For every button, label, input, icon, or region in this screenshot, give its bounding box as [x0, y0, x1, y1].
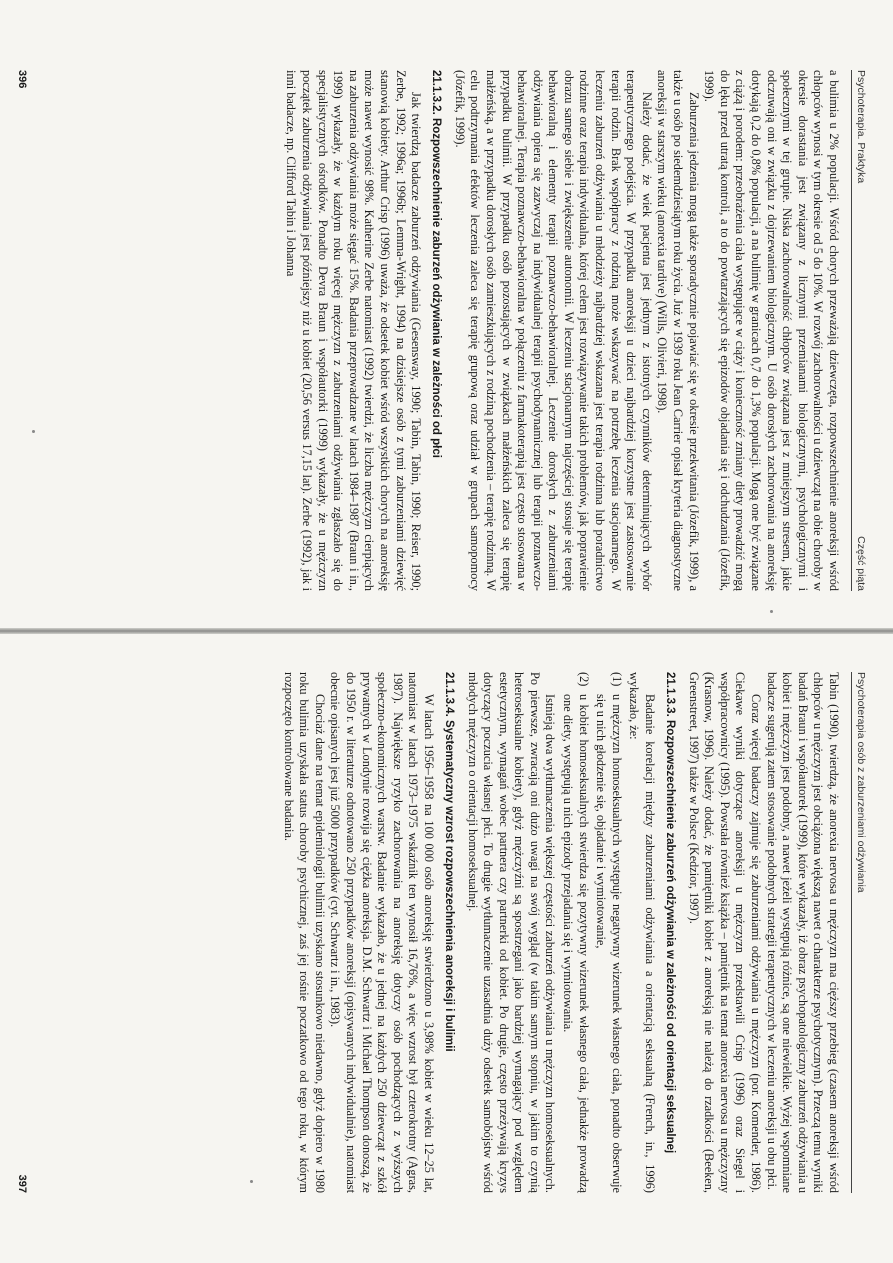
paragraph: Zaburzenia jedzenia mogą także sporadycznie pojawiać się w okresie przekwitania (Józefik, 1999), a także u osób po siedemdziesiątym roku życia. Już w 1939 roku Jean Carrier opisał kryteria diagnostyczne anoreksji w starszym wieku (anorexia tardive) (Wills, Olivieri, 1998). — [655, 70, 701, 591]
scan-speck — [770, 610, 773, 613]
paragraph: Tabin (1990), twierdzą, że anorexia nervosa u mężczyzn ma cięższy przebieg (czasem anoreksji wśród chłopców u mężczyzn jest obciążona większą nawet o charakterze psychotycznym). Przeczą temu wyniki badań Braun i współautorek (1999), które wykazały, iż obraz psychopatologiczny zaburzeń odżywiania u kobiet i mężczyzn jest podobny, a nawet jeżeli występują różnice, są one niewielkie. Wyżej wspomniane badacze sugerują zatem stosowanie podobnych strategii terapeutycznych w leczeniu anoreksji u obu płci. — [764, 672, 841, 1193]
section-heading: 21.1.3.4. Systematyczny wzrost rozpowszechnienia anoreksji i bulimii — [442, 672, 455, 1052]
page-396 — [0, 0, 893, 631]
numbered-list — [560, 672, 624, 1193]
list-item — [560, 672, 591, 1193]
paragraph: Istnieją dwa wytłumaczenia większej częstości zaburzeń odżywiania u mężczyzn homoseksualnych. Po pierwsze, zwracają oni dużo uwagi na swój wygląd (w takim samym stopniu, w jakim to czynią heteroseksualne kobiety), gdyż mężczyźni są spostrzegani jako bardziej wymagający pod względem estetycznym, wymagań wobec partnera czy partnerki od kobiet. Po drugie, często przeżywają kryzys dotyczący poczucia własnej płci. To drugie wytłumaczenie uzasadnia duży odsetek samobójstw wśród młodych mężczyzn o orientacji homoseksualnej. — [465, 672, 558, 1193]
paragraph: Badanie korelacji między zaburzeniami odżywiania a orientacją seksualną (French, in., 1996) wykazało, że: — [627, 672, 658, 1193]
section-heading: 21.1.3.2. Rozpowszechnienie zaburzeń odżywiania w zależności od płci — [430, 70, 443, 458]
page-number: 396 — [16, 70, 28, 89]
list-text: u kobiet homoseksualnych stwierdza się pozytywny wizerunek własnego ciała, jednakże prowadzą one diety, występują u nich epizody przejadania się i wymiotowania. — [561, 694, 591, 1193]
paragraph: Coraz więcej badaczy zajmuje się zaburzeniami odżywiania u mężczyzn (por. Komender, 1986). Ciekawe wyniki dotyczące anoreksji u mężczyzn przedstawili Crisp (1996) oraz Siegel i współpracownicy (1995). Powstała również książka – pamiętnik na temat anorexia nervosa u mężczyzny (Krasnow, 1996). Należy dodać, że pamiętniki kobiet z anoreksją nie należą do rzadkości (Beeken, Greenstreet, 1997) także w Polsce (Kedzior, 1997). — [686, 672, 764, 1193]
scan-speck — [250, 1180, 253, 1183]
list-number: (1) — [609, 672, 624, 687]
paragraph: Chociaż dane na temat epidemiologii bulimii uzyskano stosunkowo niedawno, gdyż dopiero w 1980 roku bulimia uzyskała status choroby psychicznej, zaś jej rośnie poczatkowo od tego roku, w którym rozpoczęto kontrolowane badania. — [281, 672, 327, 1193]
paragraph: W latach 1956–1958 na 100 000 osób anoreksję stwierdzono u 3,98% kobiet w wieku 12–25 lat, natomiast w latach 1973–1975 wskaźnik ten wynosił 16,76%, a więc wzrost był czterokrotny (Agras, 1987). Największe ryzyko zachorowania na anoreksję dotyczy osób pochodzących z wyższych społeczno-ekonomicznych warstw. Badanie wykazało, że u jednej na każdych 250 dziewcząt z szkół prywatnych w Londynie rozwija się ciężka anoreksja. D.M. Schwartz i Michael Thompson donoszą, że do 1950 r. w literaturze odnotowano 250 przypadków anoreksji (opisywanych indywidualnie), natomiast obecnie opisanych jest już 5000 przypadków (cyt. Schwartz i in., 1983). — [328, 672, 436, 1193]
list-number: (2) — [576, 672, 591, 687]
running-header — [851, 672, 867, 1193]
list-text: u mężczyzn homoseksualnych występuje negatywny wizerunek własnego ciała, ponadto obserwuje się u nich głodzenie się, objadanie i wymiotowanie, — [594, 694, 624, 1193]
section-heading: 21.1.3.3. Rozpowszechnienie zaburzeń odżywiania w zależności od orientacji seksualnej — [664, 672, 677, 1154]
page-number: 397 — [16, 1174, 28, 1193]
running-header-right-page: Psychoterapia osób z zaburzeniami odżywiania — [855, 672, 867, 893]
paragraph: Jak twierdzą badacze zaburzeń odżywiania (Gesensway, 1990; Tabin, Tabin, 1990; Reiser, 1990; Zerbe, 1992; 1996a; 1996b; Lemma-Wright, 1994) na dzisiejsze osób z tymi zaburzeniami dziewięć stanowią kobiety. Arthur Crisp (1996) uważa, że odsetek kobiet wśród wszystkich chorych na anoreksję może nawet wynosić 98%. Katherine Zerbe natomiast (1992) twierdzi, że liczba mężczyzn cierpiących na zaburzenia odżywiania może sięgać 15%. Badania przeprowadzane w latach 1984–1987 (Braun i in., 1999) wykazały, że w każdym roku więcej mężczyzn z zaburzeniami odżywiania zgłaszało się do specjalistycznych ośrodków. Ponadto Devra Braun i współautorki (1999) wykazały, że u mężczyzn początek zaburzenia odżywiania jest późniejszy niż u kobiet (20,56 versus 17,15 lat). Zerbe (1992), jak i inni badacze, np. Clifford Tabin i Johanna — [284, 70, 424, 591]
running-header-left: Psychoterapia. Praktyka — [855, 70, 867, 184]
paragraph: a bulimia u 2% populacji. Wśród chorych przeważają dziewczęta, rozpowszechnienie anoreksji wśród chłopców wynosi w tym okresie od 5 do 10%. W rozwój zachorowalności u dziewcząt na obie choroby w okresie dorastania jest związany z licznymi przemianami biologicznymi, psychologicznymi i społecznymi w tej grupie. Niska zachorowalność chłopców związana jest z mniejszym stresem, jakie odczuwają oni w związku z dojrzewaniem biologicznym. U osób dorosłych zachorowania na anoreksję dotykają 0,2 do 0,8% populacji, a na bulimię w granicach 0,7 do 1,3% populacji. Mogą one być związane z ciążą i porodem: przeobrażenia ciała występujące w ciąży i konieczność zmiany diety prowadzić mogą do lęku przed utratą kontroli, a to do powtarzających się epizodów objadania się i odchudzania (Józefik, 1999). — [702, 70, 841, 591]
running-header-right: Część piąta — [855, 536, 867, 591]
page-397 — [0, 632, 893, 1263]
running-header — [851, 70, 867, 591]
list-item — [593, 672, 624, 1193]
body-text — [283, 70, 841, 591]
paragraph: Należy dodać, że wiek pacjenta jest jednym z istotnych czynników determinujących wybór terapeutycznego podejścia. W przypadku anoreksji u dzieci najbardziej korzystne jest zastosowanie terapii rodzin. Brak współpracy z rodziną może wskazywać na potrzebę leczenia stacjonarnego. W leczeniu zaburzeń odżywiania u młodzieży najbardziej wskazana jest terapia rodzinna lub poradnictwo rodzinne oraz terapia indywidualna, której celem jest rozwiązywanie takich problemów, jak poprawienie obrazu samego siebie i zwiększenie autonomii. W leczeniu stacjonarnym najczęściej stosuje się terapię behawioralną i elementy terapii poznawczo-behawioralnej. Leczenie dorosłych z zaburzeniami odżywiania opiera się zazwyczaj na indywidualnej terapii psychodynamicznej lub terapii poznawczo-behawioralnej. Terapia poznawczo-behawioralna w połączeniu z farmakoterapią jest często stosowana w przypadku bulimii. W przypadku osób pozostających w związkach małżeńskich zaleca się terapię małżeńską, a w przypadku dorosłych osób zamieszkujących z rodziną pochodzenia – terapię rodzinną. W celu podtrzymania efektów leczenia zaleca się terapię grupową oraz udział w grupach samopomocy (Józefik, 1999). — [452, 70, 654, 591]
body-text — [280, 672, 841, 1193]
scan-speck — [32, 430, 35, 433]
